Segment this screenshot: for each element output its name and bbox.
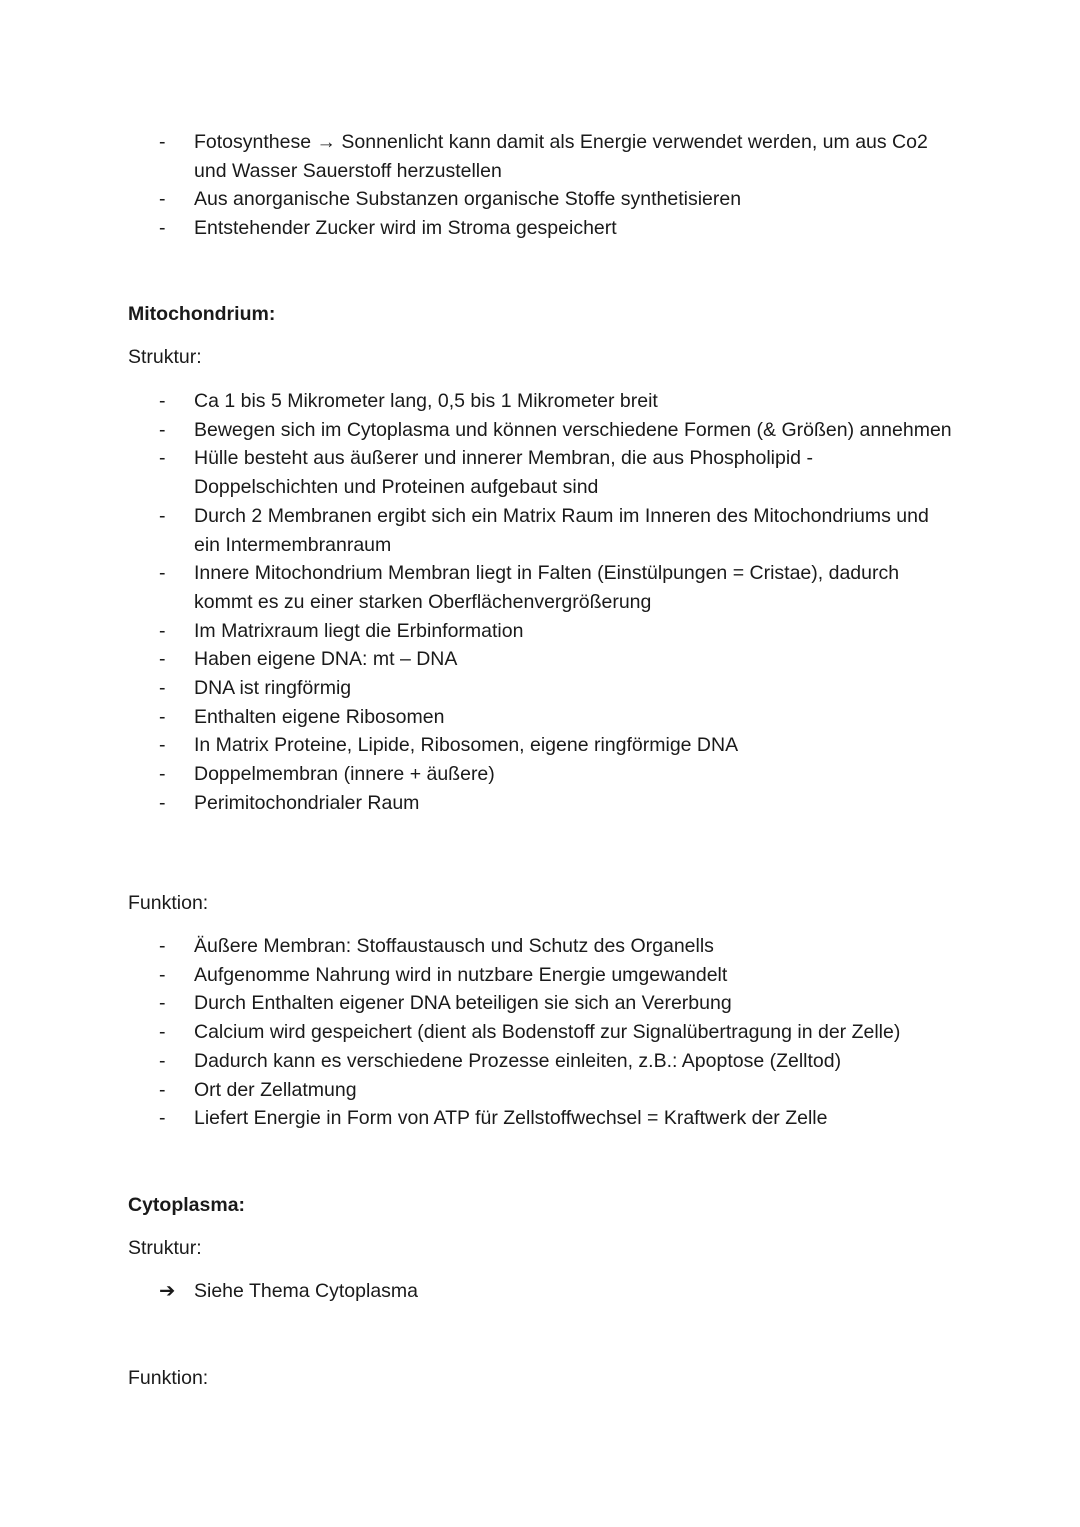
dash-bullet: - xyxy=(159,1078,166,1101)
list-item-text: Hülle besteht aus äußerer und innerer Membran, die aus Phospholipid - Doppelschichten und Proteinen aufgebaut sind xyxy=(194,447,813,499)
list-item xyxy=(0,214,1080,243)
mitochondrium-struktur-block xyxy=(0,387,1080,818)
dash-bullet: - xyxy=(159,791,166,814)
list-item-text: In Matrix Proteine, Lipide, Ribosomen, eigene ringförmige DNA xyxy=(194,734,739,757)
list-item-text: Im Matrixraum liegt die Erbinformation xyxy=(194,619,524,642)
dash-bullet: - xyxy=(159,763,166,786)
mitochondrium-funktion-list xyxy=(0,932,1080,1133)
dash-bullet: - xyxy=(159,992,166,1015)
list-item-text: Aus anorganische Substanzen organische Stoffe synthetisieren xyxy=(194,188,742,211)
dash-bullet: - xyxy=(159,619,166,642)
dash-bullet: - xyxy=(159,648,166,671)
list-item xyxy=(0,731,1080,760)
list-item xyxy=(0,645,1080,674)
list-item xyxy=(0,1076,1080,1105)
list-item xyxy=(0,1018,1080,1047)
list-item xyxy=(0,789,1080,818)
mitochondrium-funktion-label: Funktion: xyxy=(128,892,209,914)
mitochondrium-heading: Mitochondrium: xyxy=(128,303,276,325)
intro-list xyxy=(0,128,1080,243)
cytoplasma-struktur-label: Struktur: xyxy=(128,1237,202,1259)
list-item-text: Perimitochondrialer Raum xyxy=(194,791,420,814)
list-item-text: Durch Enthalten eigener DNA beteiligen sie sich an Vererbung xyxy=(194,992,732,1015)
mitochondrium-funktion-block xyxy=(0,932,1080,1133)
dash-bullet: - xyxy=(159,217,166,240)
dash-bullet: - xyxy=(159,390,166,412)
list-item xyxy=(0,185,1080,214)
dash-bullet: - xyxy=(159,504,166,527)
dash-bullet: - xyxy=(159,1107,166,1130)
list-item xyxy=(0,760,1080,789)
list-item-text: Ort der Zellatmung xyxy=(194,1078,357,1101)
list-item-text: Durch 2 Membranen ergibt sich ein Matrix Raum im Inneren des Mitochondriums und ein Intermembranraum xyxy=(194,504,929,556)
dash-bullet: - xyxy=(159,447,166,470)
dash-bullet: - xyxy=(159,562,166,585)
dash-bullet: - xyxy=(159,677,166,700)
arrow-right-icon: ➔ xyxy=(159,1280,176,1302)
list-item xyxy=(0,502,1080,559)
list-item xyxy=(0,617,1080,646)
dash-bullet: - xyxy=(159,1021,166,1044)
list-item-text: Äußere Membran: Stoffaustausch und Schutz des Organells xyxy=(194,935,714,957)
list-item xyxy=(0,559,1080,616)
list-item-text: Fotosynthese → Sonnenlicht kann damit als Energie verwendet werden, um aus Co2 und Wasser Sauerstoff herzustellen xyxy=(194,131,928,182)
list-item xyxy=(0,674,1080,703)
dash-bullet: - xyxy=(159,131,166,153)
dash-bullet: - xyxy=(159,418,166,441)
list-item xyxy=(0,444,1080,501)
list-item-text: Liefert Energie in Form von ATP für Zellstoffwechsel = Kraftwerk der Zelle xyxy=(194,1107,828,1130)
list-item xyxy=(0,961,1080,990)
list-item-text: Enthalten eigene Ribosomen xyxy=(194,705,445,728)
dash-bullet: - xyxy=(159,935,166,957)
list-item xyxy=(0,932,1080,961)
cytoplasma-heading: Cytoplasma: xyxy=(128,1194,246,1216)
dash-bullet: - xyxy=(159,963,166,986)
list-item-text: Ca 1 bis 5 Mikrometer lang, 0,5 bis 1 Mikrometer breit xyxy=(194,390,658,412)
dash-bullet: - xyxy=(159,1049,166,1072)
cytoplasma-reference-text: Siehe Thema Cytoplasma xyxy=(194,1280,419,1302)
dash-bullet: - xyxy=(159,705,166,728)
dash-bullet: - xyxy=(159,734,166,757)
dash-bullet: - xyxy=(159,188,166,211)
list-item xyxy=(0,989,1080,1018)
list-item xyxy=(0,1047,1080,1076)
intro-list-block xyxy=(0,128,1080,243)
list-item xyxy=(0,703,1080,732)
mitochondrium-struktur-label: Struktur: xyxy=(128,346,202,368)
list-item-text: DNA ist ringförmig xyxy=(194,677,352,700)
list-item-text: Bewegen sich im Cytoplasma und können verschiedene Formen (& Größen) annehmen xyxy=(194,418,952,441)
list-item-text: Innere Mitochondrium Membran liegt in Falten (Einstülpungen = Cristae), dadurch kommt es zu einer starken Oberflächenvergrößerung xyxy=(194,562,900,613)
list-item-text: Aufgenomme Nahrung wird in nutzbare Energie umgewandelt xyxy=(194,963,728,986)
list-item-text: Haben eigene DNA: mt – DNA xyxy=(194,648,458,671)
cytoplasma-reference xyxy=(159,1277,418,1305)
list-item-text: Entstehender Zucker wird im Stroma gespeichert xyxy=(194,217,617,240)
list-item xyxy=(0,416,1080,445)
list-item xyxy=(0,1104,1080,1133)
cytoplasma-funktion-label: Funktion: xyxy=(128,1367,209,1389)
list-item xyxy=(0,128,1080,185)
list-item-text: Calcium wird gespeichert (dient als Bodenstoff zur Signalübertragung in der Zelle) xyxy=(194,1021,901,1044)
list-item-text: Doppelmembran (innere + äußere) xyxy=(194,763,495,786)
list-item-text: Dadurch kann es verschiedene Prozesse einleiten, z.B.: Apoptose (Zelltod) xyxy=(194,1049,842,1072)
mitochondrium-struktur-list xyxy=(0,387,1080,818)
list-item xyxy=(0,387,1080,416)
